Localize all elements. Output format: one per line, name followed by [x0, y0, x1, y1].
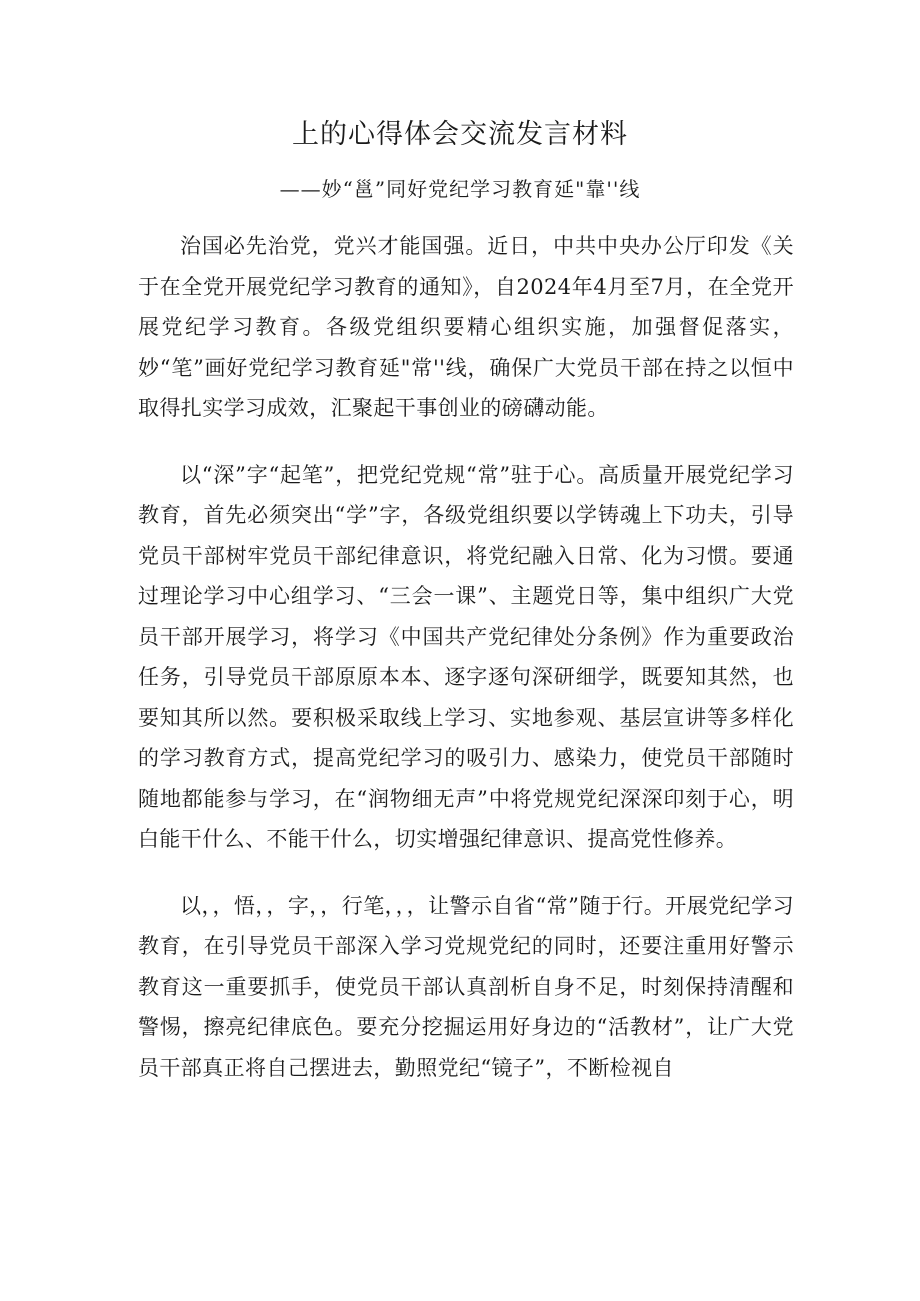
document-subtitle: ——妙“邕”同好党纪学习教育延"靠''线 [279, 177, 641, 201]
paragraph-1: 治国必先治党，党兴才能国强。近日，中共中央办公厅印发《关于在全党开展党纪学习教育的通知》，自2024年4月至7月，在全党开展党纪学习教育。各级党组织要精心组织实施，加强督促落实，妙“笔”画好党纪学习教育延"常''线，确保广大党员干部在持之以恒中取得扎实学习成效，汇聚起干事创业的磅礴动能。 [138, 234, 794, 420]
document-body [138, 226, 794, 1114]
document-title: 上的心得体会交流发言材料 [292, 119, 628, 150]
paragraph-2: 以“深”字“起笔”，把党纪党规“常”驻于心。高质量开展党纪学习教育，首先必须突出“学”字，各级党组织要以学铸魂上下功夫，引导党员干部树牢党员干部纪律意识，将党纪融入日常、化为习惯。要通过理论学习中心组学习、“三会一课”、主题党日等，集中组织广大党员干部开展学习，将学习《中国共产党纪律处分条例》作为重要政治任务，引导党员干部原原本本、逐字逐句深研细学，既要知其然，也要知其所以然。要积极采取线上学习、实地参观、基层宣讲等多样化的学习教育方式，提高党纪学习的吸引力、感染力，使党员干部随时随地都能参与学习，在“润物细无声”中将党规党纪深深印刻于心，明白能干什么、不能干什么，切实增强纪律意识、提高党性修养。 [138, 462, 794, 851]
paragraph-3: 以，，悟，，字，，行笔，，，让警示自省“常”随于行。开展党纪学习教育，在引导党员干部深入学习党规党纪的同时，还要注重用好警示教育这一重要抓手，使党员干部认真剖析自身不足，时刻保持清醒和警惕，擦亮纪律底色。要充分挖掘运用好身边的“活教材”，让广大党员干部真正将自己摆进去，勤照党纪“镜子”，不断检视自 [138, 893, 794, 1080]
